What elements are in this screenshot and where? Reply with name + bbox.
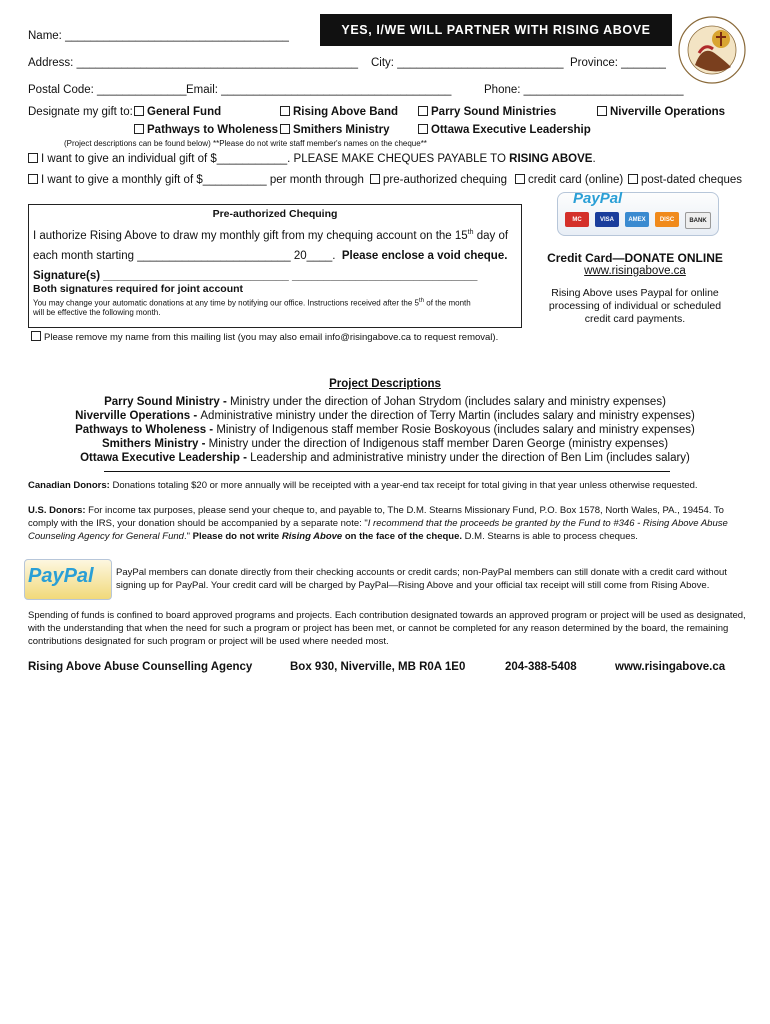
- bank-icon: BANK: [685, 212, 711, 229]
- pac-authorize-text: I authorize Rising Above to draw my monthly gift from my chequing account on the 15th day of: [33, 229, 509, 242]
- checkbox[interactable]: [28, 153, 38, 163]
- designate-label: Designate my gift to:: [28, 106, 133, 118]
- monthly-gift[interactable]: I want to give a monthly gift of $__________ per month through: [28, 174, 364, 186]
- visa-icon: VISA: [595, 212, 619, 227]
- pac-small-note-2: will be effective the following month.: [33, 308, 161, 317]
- postal-code-field[interactable]: Postal Code: ______________: [28, 84, 187, 96]
- checkbox[interactable]: [31, 331, 41, 341]
- designate-note: (Project descriptions can be found below) **Please do not write staff member's names on the cheque**: [64, 139, 427, 148]
- option-niverville[interactable]: Niverville Operations: [597, 106, 725, 118]
- monthly-option-pac[interactable]: pre-authorized chequing: [370, 174, 507, 186]
- email-field[interactable]: Email: ____________________________________: [186, 84, 452, 96]
- checkbox[interactable]: [280, 106, 290, 116]
- paypal-desc-3: credit card payments.: [584, 313, 686, 325]
- amex-icon: AMEX: [625, 212, 649, 227]
- project-item: Pathways to Wholeness - Ministry of Indigenous staff member Rosie Boskoyous (includes salary and ministry expenses): [75, 424, 695, 436]
- checkbox[interactable]: [597, 106, 607, 116]
- checkbox[interactable]: [28, 174, 38, 184]
- footer-web[interactable]: www.risingabove.ca: [615, 661, 726, 673]
- monthly-option-postdated[interactable]: post-dated cheques: [628, 174, 742, 186]
- rising-above-logo: [677, 15, 747, 85]
- project-item: Smithers Ministry - Ministry under the direction of Indigenous staff member Daren George (ministry expenses): [101, 438, 669, 450]
- city-field[interactable]: City: __________________________: [371, 57, 564, 69]
- project-item: Parry Sound Ministry - Ministry under the direction of Johan Strydom (includes salary and ministry expenses): [104, 396, 666, 408]
- option-ottawa[interactable]: Ottawa Executive Leadership: [418, 124, 591, 136]
- donate-online-url[interactable]: www.risingabove.ca: [584, 265, 686, 277]
- option-general-fund[interactable]: General Fund: [134, 106, 221, 118]
- address-field[interactable]: Address: ____________________________________________: [28, 57, 358, 69]
- option-smithers[interactable]: Smithers Ministry: [280, 124, 390, 136]
- checkbox[interactable]: [134, 106, 144, 116]
- checkbox[interactable]: [370, 174, 380, 184]
- paypal-logo: PayPal: [573, 190, 623, 207]
- province-field[interactable]: Province: _______: [570, 57, 666, 69]
- project-item: Ottawa Executive Leadership - Leadership and administrative ministry under the direction of Ben Lim (includes salary): [80, 452, 690, 464]
- paypal-desc-1: Rising Above uses Paypal for online: [551, 287, 719, 299]
- remove-mailing[interactable]: Please remove my name from this mailing list (you may also email info@risingabove.ca to request removal).: [31, 331, 498, 343]
- checkbox[interactable]: [134, 124, 144, 134]
- projects-heading: Project Descriptions: [329, 378, 441, 390]
- pac-title: Pre-authorized Chequing: [212, 208, 338, 220]
- project-item: Niverville Operations - Administrative ministry under the direction of Terry Martin (includes salary and ministry expenses): [75, 410, 695, 422]
- paypal-info: PayPal members can donate directly from their checking accounts or credit cards; non-PayPal members can still donate with a credit card without signing up for PayPal. Your credit card will be charged by PayPal—Rising Above and your official tax receipt will still come from Rising Above.: [116, 567, 727, 591]
- footer-org: Rising Above Abuse Counselling Agency: [28, 661, 253, 673]
- canadian-donors: Canadian Donors: Donations totaling $20 or more annually will be receipted with a year-end tax receipt for total giving in that year unless otherwise requested.: [28, 480, 698, 491]
- mastercard-icon: MC: [565, 212, 589, 227]
- phone-field[interactable]: Phone: _________________________: [484, 84, 684, 96]
- us-donors: U.S. Donors: For income tax purposes, please send your cheque to, and payable to, The D.M. Stearns Missionary Fund, P.O. Box 1578, North Wales, PA., 19454. To comply with the IRS, your donation should be accompanied by a separate note: "I recommend that the proceeds be granted by the Fund to #346 - Rising Above Abuse Counseling Agency for General Fund." Please do not write Rising Above on the face of the cheque. D.M. Stearns is able to process cheques.: [28, 505, 728, 542]
- individual-gift[interactable]: I want to give an individual gift of $___________. PLEASE MAKE CHEQUES PAYABLE TO RISING ABOVE.: [28, 153, 596, 165]
- footer-phone: 204-388-5408: [505, 661, 577, 673]
- checkbox[interactable]: [628, 174, 638, 184]
- pac-small-note: You may change your automatic donations at any time by notifying our office. Instructions received after the 5th of the month: [33, 298, 471, 308]
- footer-address: Box 930, Niverville, MB R0A 1E0: [290, 661, 466, 673]
- checkbox[interactable]: [515, 174, 525, 184]
- partner-banner: YES, I/WE WILL PARTNER WITH RISING ABOVE: [320, 14, 672, 46]
- pac-start-date[interactable]: each month starting ________________________ 20____. Please enclose a void cheque.: [33, 250, 508, 262]
- option-parry-sound[interactable]: Parry Sound Ministries: [418, 106, 556, 118]
- option-pathways[interactable]: Pathways to Wholeness: [134, 124, 278, 136]
- pac-signature-field[interactable]: Signature(s) _____________________________ _____________________________: [33, 270, 478, 282]
- monthly-option-credit[interactable]: credit card (online): [515, 174, 623, 186]
- checkbox[interactable]: [418, 124, 428, 134]
- discover-icon: DISC: [655, 212, 679, 227]
- paypal-logo-text: PayPal: [28, 565, 94, 587]
- option-rising-above-band[interactable]: Rising Above Band: [280, 106, 398, 118]
- paypal-desc-2: processing of individual or scheduled: [548, 300, 722, 312]
- checkbox[interactable]: [418, 106, 428, 116]
- pac-joint-note: Both signatures required for joint account: [33, 283, 244, 295]
- divider: [104, 471, 670, 472]
- spending-policy: Spending of funds is confined to board approved programs and projects. Each contribution designated towards an approved program or project will be used as designated, with the understanding that when the need for such a program or project has been met, or cannot be completed for any reason determined by the board, the remaining contributions designated for such program or project will be used where needed most.: [28, 610, 746, 647]
- name-field[interactable]: Name: ___________________________________: [28, 30, 289, 42]
- donate-online-title: Credit Card—DONATE ONLINE: [547, 251, 723, 265]
- checkbox[interactable]: [280, 124, 290, 134]
